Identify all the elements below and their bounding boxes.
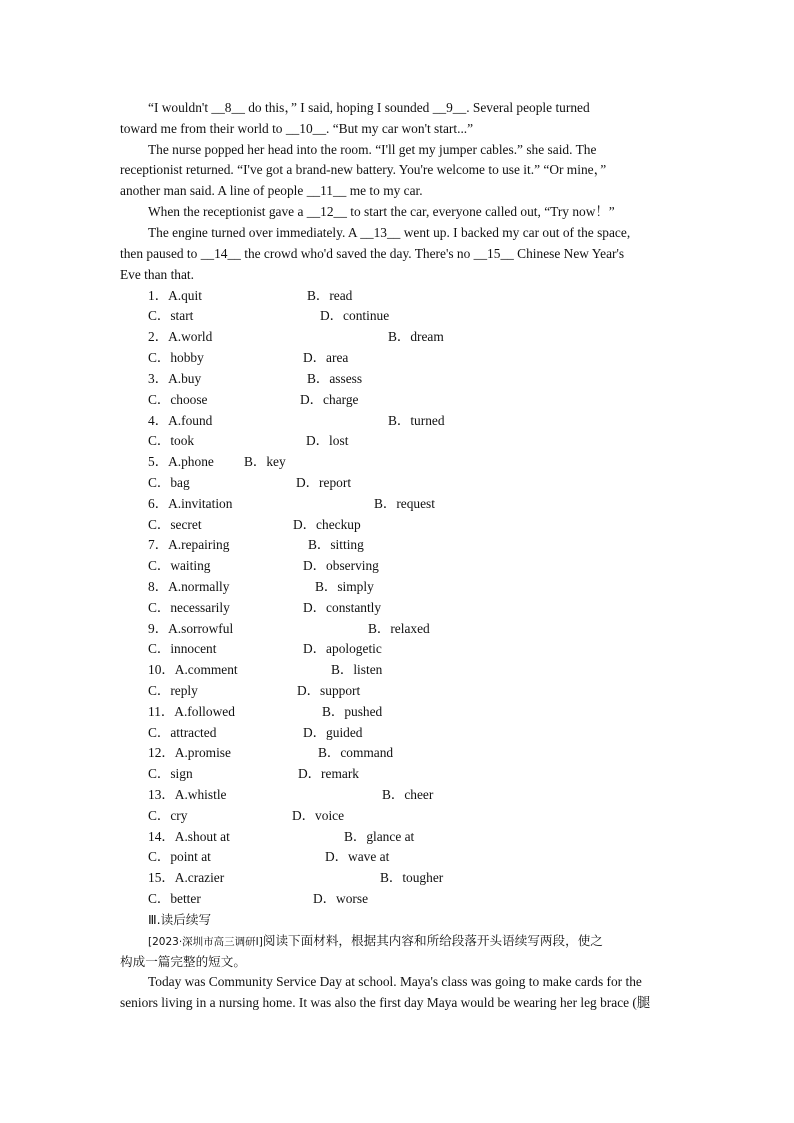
option-3-a: 3．A.buy [148,371,202,386]
story-line: Today was Community Service Day at school. Maya's class was going to make cards for the [148,974,642,989]
option-15-b: B．tougher [380,870,444,885]
option-5-d: D．report [296,475,352,490]
option-10-d: D．support [297,683,361,698]
blank-12: __12__ [306,204,347,219]
option-4-b: B．turned [388,413,445,428]
option-3-d: D．charge [300,392,359,407]
option-10-a: 10．A.comment [148,662,238,677]
option-9-b: B．relaxed [368,621,430,636]
passage-line: receptionist returned. “I've got a brand-new battery. You're welcome to use it.” “Or mine，” [120,162,607,177]
option-10-c: C．reply [148,683,198,698]
option-3-b: B．assess [307,371,363,386]
blank-11: __11__ [306,183,347,198]
blank-13: __13__ [360,225,401,240]
blank-14: __14__ [200,246,241,261]
blank-9: __9__ [432,100,467,115]
passage-line: Eve than that. [120,267,194,282]
option-6-d: D．checkup [293,517,361,532]
option-9-d: D．apologetic [303,641,382,656]
option-11-a: 11．A.followed [148,704,235,719]
section-instruction-line: [2023·深圳市高三调研Ⅰ]阅读下面材料，根据其内容和所给段落开头语续写两段，使之 [148,933,603,948]
option-14-d: D．wave at [325,849,390,864]
option-6-b: B．request [374,496,435,511]
option-6-c: C．secret [148,517,202,532]
option-10-b: B．listen [331,662,383,677]
option-7-c: C．waiting [148,558,211,573]
section-instruction-line: 构成一篇完整的短文。 [120,954,246,969]
option-2-a: 2．A.world [148,329,213,344]
option-2-d: D．area [303,350,349,365]
option-8-b: B．simply [315,579,374,594]
option-4-c: C．took [148,433,195,448]
passage-line: toward me from their world to __10__. “But my car won't start...” [120,121,474,136]
option-9-a: 9．A.sorrowful [148,621,234,636]
option-8-c: C．necessarily [148,600,230,615]
passage-line: then paused to __14__ the crowd who'd saved the day. There's no __15__ Chinese New Year's [120,246,625,261]
option-5-c: C．bag [148,475,190,490]
option-14-a: 14．A.shout at [148,829,230,844]
passage-line: The nurse popped her head into the room. “I'll get my jumper cables.” she said. The [148,142,597,157]
passage-line: When the receptionist gave a __12__ to start the car, everyone called out, “Try now！” [148,204,615,219]
option-7-a: 7．A.repairing [148,537,230,552]
option-14-c: C．point at [148,849,211,864]
option-5-b: B．key [244,454,286,469]
option-2-c: C．hobby [148,350,204,365]
blank-8: __8__ [211,100,245,115]
option-1-d: D．continue [320,308,390,323]
passage-line: another man said. A line of people __11__ me to my car. [120,183,423,198]
option-7-d: D．observing [303,558,379,573]
option-14-b: B．glance at [344,829,415,844]
passage-line: The engine turned over immediately. A __13__ went up. I backed my car out of the space, [148,225,631,240]
option-9-c: C．innocent [148,641,217,656]
option-4-d: D．lost [306,433,349,448]
option-12-d: D．remark [298,766,359,781]
option-5-a: 5．A.phone [148,454,214,469]
option-15-d: D．worse [313,891,369,906]
passage-line: “I wouldn't __8__ do this，” I said, hoping I sounded __9__. Several people turned [148,100,590,115]
option-13-a: 13．A.whistle [148,787,227,802]
option-4-a: 4．A.found [148,413,213,428]
option-13-d: D．voice [292,808,345,823]
option-6-a: 6．A.invitation [148,496,233,511]
option-8-a: 8．A.normally [148,579,230,594]
option-3-c: C．choose [148,392,208,407]
option-12-a: 12．A.promise [148,745,231,760]
option-1-c: C．start [148,308,194,323]
blank-15: __15__ [473,246,514,261]
option-15-a: 15．A.crazier [148,870,225,885]
option-7-b: B．sitting [308,537,364,552]
blank-10: __10__ [285,121,327,136]
option-2-b: B．dream [388,329,444,344]
option-8-d: D．constantly [303,600,382,615]
section-heading: Ⅲ.读后续写 [148,912,212,927]
option-13-c: C．cry [148,808,188,823]
option-13-b: B．cheer [382,787,434,802]
option-11-c: C．attracted [148,725,217,740]
option-11-b: B．pushed [322,704,383,719]
option-1-a: 1．A.quit [148,288,202,303]
source-tag: [2023·深圳市高三调研Ⅰ] [148,936,263,948]
story-line: seniors living in a nursing home. It was also the first day Maya would be wearing her leg brace (腿 [120,995,651,1010]
option-12-c: C．sign [148,766,193,781]
option-1-b: B．read [307,288,353,303]
option-15-c: C．better [148,891,201,906]
option-12-b: B．command [318,745,394,760]
option-11-d: D．guided [303,725,363,740]
